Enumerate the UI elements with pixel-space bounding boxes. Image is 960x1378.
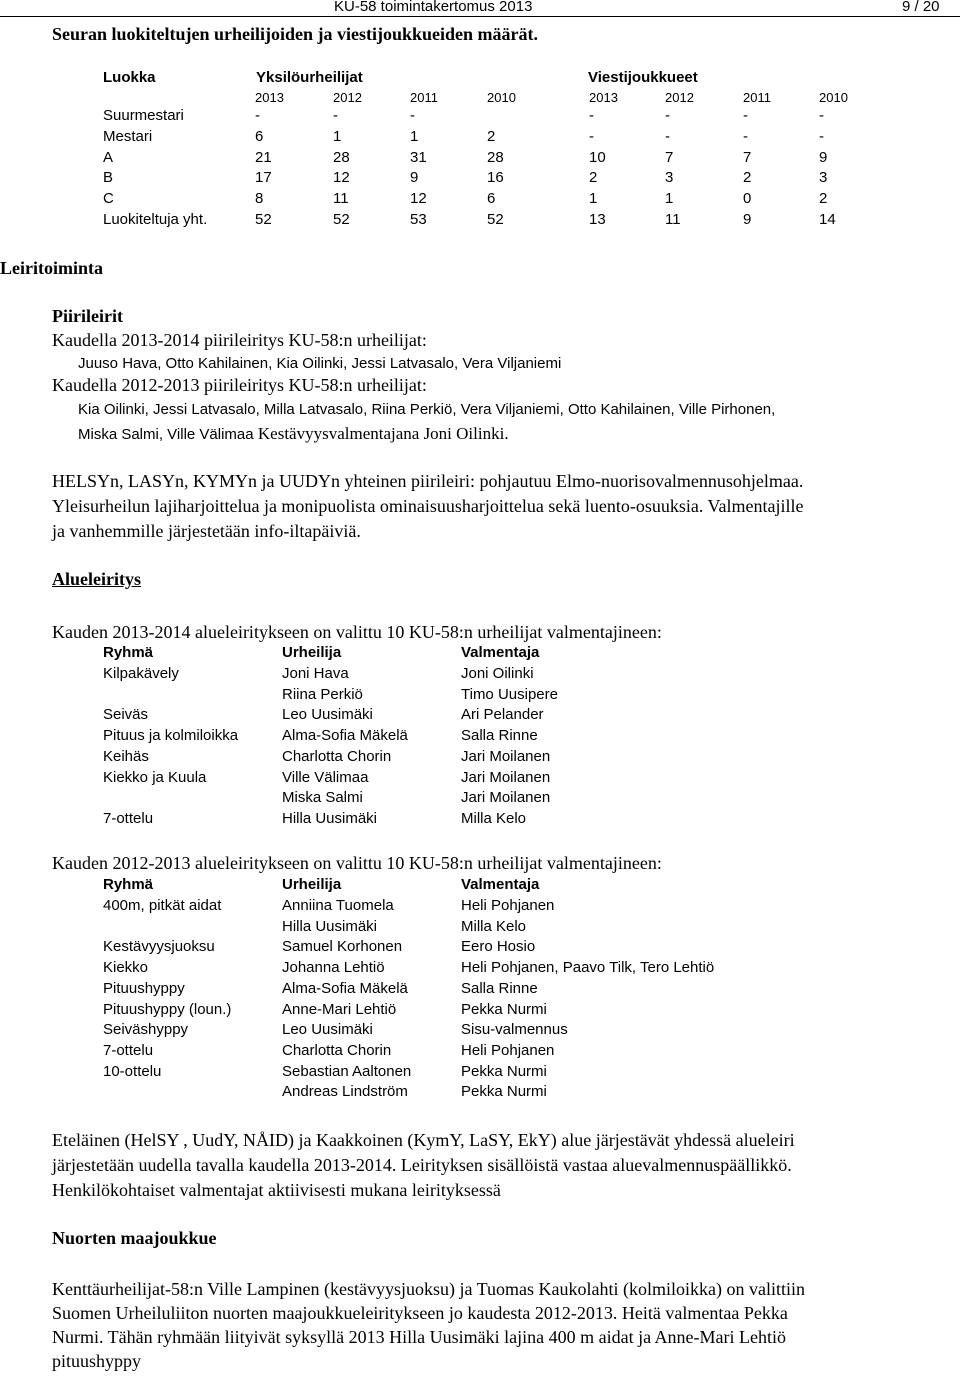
camp-cell-group: 10-ottelu	[103, 1062, 162, 1080]
camp-cell-athlete: Charlotta Chorin	[282, 1041, 392, 1059]
table-cell: 1	[333, 128, 342, 145]
table-cell: 28	[333, 149, 350, 166]
table-cell: 52	[255, 211, 272, 228]
table-cell: -	[665, 128, 670, 145]
camp-cell-athlete: Anne-Mari Lehtiö	[282, 1000, 397, 1018]
table-row-label: Mestari	[103, 128, 153, 145]
nuorten-line-2: Suomen Urheiluliiton nuorten maajoukkueleiritykseen jo kaudesta 2012-2013. Heitä valmentaa Pekka	[52, 1303, 788, 1323]
camp-cell-group: Pituus ja kolmiloikka	[103, 727, 239, 745]
alueleiritys-intro-2013: Kauden 2013-2014 alueleiritykseen on valittu 10 KU-58:n urheilijat valmentajineen:	[52, 622, 662, 642]
table-group-header-individual: Yksilöurheilijat	[256, 69, 363, 86]
table-cell: 17	[255, 169, 272, 186]
nuorten-line-4: pituushyppy	[52, 1351, 142, 1371]
nuorten-heading: Nuorten maajoukkue	[52, 1228, 217, 1248]
camp-cell-athlete: Charlotta Chorin	[282, 747, 392, 765]
camp-cell-athlete: Andreas Lindström	[282, 1083, 408, 1101]
table-cell: 28	[487, 149, 504, 166]
document-title: KU-58 toimintakertomus 2013	[334, 0, 533, 15]
table-cell: 9	[410, 169, 419, 186]
camp-cell-athlete: Alma-Sofia Mäkelä	[282, 979, 408, 997]
piirileirit-heading: Piirileirit	[52, 306, 123, 326]
piirileirit-line-3: Kaudella 2012-2013 piirileiritys KU-58:n urheilijat:	[52, 375, 427, 395]
table-cell: 12	[333, 169, 350, 186]
camp-cell-group: Pituushyppy	[103, 979, 185, 997]
alueleiritys-para-1: Eteläinen (HelSY , UudY, NÅID) ja Kaakkoinen (KymY, LaSY, EkY) alue järjestävät yhdessä alueleiri	[52, 1130, 795, 1150]
piirileirit-athletes-cont: Miska Salmi, Ville Välimaa	[78, 426, 254, 443]
camp-cell-coach: Heli Pohjanen, Paavo Tilk, Tero Lehtiö	[461, 959, 715, 977]
camp-header-athlete: Urheilija	[282, 644, 342, 661]
table-cell: 2	[487, 128, 496, 145]
piirileirit-line-5	[78, 424, 509, 444]
header-divider	[0, 16, 960, 17]
table-cell: -	[589, 107, 594, 124]
camp-cell-coach: Pekka Nurmi	[461, 1062, 547, 1080]
camp-cell-coach: Eero Hosio	[461, 938, 536, 956]
camp-cell-group: 400m, pitkät aidat	[103, 897, 222, 914]
table-cell: 11	[333, 190, 349, 207]
table-cell: 11	[665, 211, 681, 228]
camp-cell-athlete: Leo Uusimäki	[282, 706, 373, 724]
camp-cell-coach: Joni Oilinki	[461, 665, 534, 682]
camp-cell-athlete: Hilla Uusimäki	[282, 809, 378, 827]
alueleiritys-para-3: Henkilökohtaiset valmentajat aktiivisesti mukana leirityksessä	[52, 1180, 501, 1200]
alueleiritys-intro-2012: Kauden 2012-2013 alueleiritykseen on valittu 10 KU-58:n urheilijat valmentajineen:	[52, 853, 662, 873]
camp-cell-group: Kiekko ja Kuula	[103, 768, 207, 786]
camp-cell-coach: Jari Moilanen	[461, 747, 551, 765]
table-cell: -	[410, 107, 415, 124]
piirileirit-para-3: ja vanhemmille järjestetään info-iltapäiviä.	[52, 521, 361, 541]
table-cell: 2	[819, 190, 828, 207]
camp-cell-athlete: Miska Salmi	[282, 789, 363, 807]
table-cell: 10	[589, 149, 606, 166]
table-cell: 0	[743, 190, 752, 207]
table-cell: 8	[255, 190, 264, 207]
table-cell: -	[333, 107, 338, 124]
section-title: Seuran luokiteltujen urheilijoiden ja viestijoukkueiden määrät.	[52, 24, 539, 44]
nuorten-line-3: Nurmi. Tähän ryhmään liityivät syksyllä 2013 Hilla Uusimäki lajina 400 m aidat ja Anne-Mari Lehtiö	[52, 1327, 787, 1347]
camp-cell-athlete: Samuel Korhonen	[282, 938, 403, 956]
year-header: 2012	[333, 90, 362, 105]
table-cell: 52	[333, 211, 350, 228]
camp-cell-group: Kilpakävely	[103, 665, 179, 682]
table-cell: 31	[410, 149, 427, 166]
camp-cell-athlete: Sebastian Aaltonen	[282, 1062, 412, 1080]
camp-cell-coach: Jari Moilanen	[461, 789, 551, 807]
table-cell: -	[819, 107, 824, 124]
camp-cell-athlete: Johanna Lehtiö	[282, 959, 385, 977]
camp-cell-group: Kestävyysjuoksu	[103, 938, 215, 956]
table-cell: 16	[487, 169, 504, 186]
table-cell: 7	[743, 149, 752, 166]
camp-cell-coach: Milla Kelo	[461, 809, 527, 827]
camp-cell-athlete: Hilla Uusimäki	[282, 917, 378, 935]
camp-cell-group: Keihäs	[103, 747, 149, 765]
table-col-header-class: Luokka	[103, 69, 156, 86]
table-cell: -	[589, 128, 594, 145]
table-cell: 2	[589, 169, 598, 186]
table-cell: 9	[819, 149, 828, 166]
table-cell: -	[743, 107, 748, 124]
camp-cell-coach: Milla Kelo	[461, 917, 527, 935]
alueleiritys-heading: Alueleiritys	[52, 569, 141, 589]
piirileirit-athletes-2012: Kia Oilinki, Jessi Latvasalo, Milla Latvasalo, Riina Perkiö, Vera Viljaniemi, Otto Kahilainen, Ville Pirhonen,	[78, 401, 776, 418]
table-cell: 9	[743, 211, 752, 228]
table-cell: 6	[255, 128, 264, 145]
year-header: 2010	[819, 90, 848, 105]
table-cell: 14	[819, 211, 836, 228]
camp-cell-coach: Sisu-valmennus	[461, 1021, 568, 1039]
alueleiritys-para-2: järjestetään uudella tavalla kaudella 2013-2014. Leirityksen sisällöistä vastaa aluevalmennuspäällikkö.	[52, 1155, 792, 1175]
year-header: 2010	[487, 90, 516, 105]
table-row-label: B	[103, 169, 114, 186]
camp-header-group: Ryhmä	[103, 644, 154, 661]
page-number: 9 / 20	[902, 0, 940, 15]
table-row-label: C	[103, 190, 114, 207]
table-cell: 3	[665, 169, 674, 186]
camp-cell-athlete: Riina Perkiö	[282, 685, 363, 703]
camp-cell-coach: Jari Moilanen	[461, 768, 551, 786]
table-cell: 12	[410, 190, 427, 207]
year-header: 2012	[665, 90, 694, 105]
camp-cell-athlete: Anniina Tuomela	[282, 897, 394, 914]
camp-cell-coach: Heli Pohjanen	[461, 897, 555, 914]
table-cell: 1	[410, 128, 419, 145]
table-cell: 13	[589, 211, 606, 228]
table-cell: 53	[410, 211, 427, 228]
camp-cell-group: Kiekko	[103, 959, 149, 977]
camp-header-group: Ryhmä	[103, 876, 154, 893]
table-row-label: Luokiteltuja yht.	[103, 211, 208, 228]
table-cell: 21	[255, 149, 272, 166]
piirileirit-coach-note: Kestävyysvalmentajana Joni Oilinki.	[253, 424, 509, 443]
table-cell: -	[255, 107, 260, 124]
table-cell: 2	[743, 169, 752, 186]
year-header: 2011	[743, 90, 771, 105]
camp-cell-coach: Pekka Nurmi	[461, 1083, 547, 1101]
camp-cell-coach: Ari Pelander	[461, 706, 544, 724]
camp-cell-athlete: Alma-Sofia Mäkelä	[282, 727, 408, 745]
camp-cell-coach: Salla Rinne	[461, 727, 538, 745]
camp-header-athlete: Urheilija	[282, 876, 342, 893]
camp-cell-coach: Pekka Nurmi	[461, 1000, 547, 1018]
camp-header-coach: Valmentaja	[461, 876, 540, 893]
camp-cell-group: Seiväs	[103, 706, 149, 724]
camp-cell-coach: Timo Uusipere	[461, 685, 558, 703]
table-cell: 7	[665, 149, 674, 166]
camp-header-coach: Valmentaja	[461, 644, 540, 661]
piirileirit-line-1: Kaudella 2013-2014 piirileiritys KU-58:n urheilijat:	[52, 330, 427, 350]
camp-cell-coach: Salla Rinne	[461, 979, 538, 997]
table-row-label: A	[103, 149, 114, 166]
table-row-label: Suurmestari	[103, 107, 184, 124]
nuorten-line-1: Kenttäurheilijat-58:n Ville Lampinen (kestävyysjuoksu) ja Tuomas Kaukolahti (kolmiloikka) on valittiin	[52, 1279, 805, 1299]
camp-cell-group: Pituushyppy (loun.)	[103, 1000, 232, 1018]
table-cell: 3	[819, 169, 828, 186]
piirileirit-para-2: Yleisurheilun lajiharjoittelua ja monipuolista ominaisuusharjoittelua sekä luento-osuuksia. Valmentajille	[52, 496, 804, 516]
table-cell: 52	[487, 211, 504, 228]
table-cell: -	[743, 128, 748, 145]
piirileirit-para-1: HELSYn, LASYn, KYMYn ja UUDYn yhteinen piirileiri: pohjautuu Elmo-nuorisovalmennusohjelmaa.	[52, 471, 804, 491]
year-header: 2013	[255, 90, 284, 105]
leiritoiminta-heading: Leiritoiminta	[0, 258, 103, 278]
table-cell: 6	[487, 190, 496, 207]
table-cell: 1	[589, 190, 598, 207]
piirileirit-athletes-2013: Juuso Hava, Otto Kahilainen, Kia Oilinki, Jessi Latvasalo, Vera Viljaniemi	[78, 355, 562, 372]
table-cell: 1	[665, 190, 674, 207]
table-cell: -	[665, 107, 670, 124]
year-header: 2011	[410, 90, 438, 105]
year-header: 2013	[589, 90, 618, 105]
camp-cell-athlete: Joni Hava	[282, 665, 349, 682]
camp-cell-athlete: Leo Uusimäki	[282, 1021, 373, 1039]
camp-cell-group: 7-ottelu	[103, 809, 154, 827]
table-group-header-relay: Viestijoukkueet	[588, 69, 698, 86]
camp-cell-group: Seiväshyppy	[103, 1021, 189, 1039]
table-cell: -	[819, 128, 824, 145]
camp-cell-athlete: Ville Välimaa	[282, 768, 369, 786]
camp-cell-group: 7-ottelu	[103, 1041, 154, 1059]
camp-cell-coach: Heli Pohjanen	[461, 1041, 555, 1059]
